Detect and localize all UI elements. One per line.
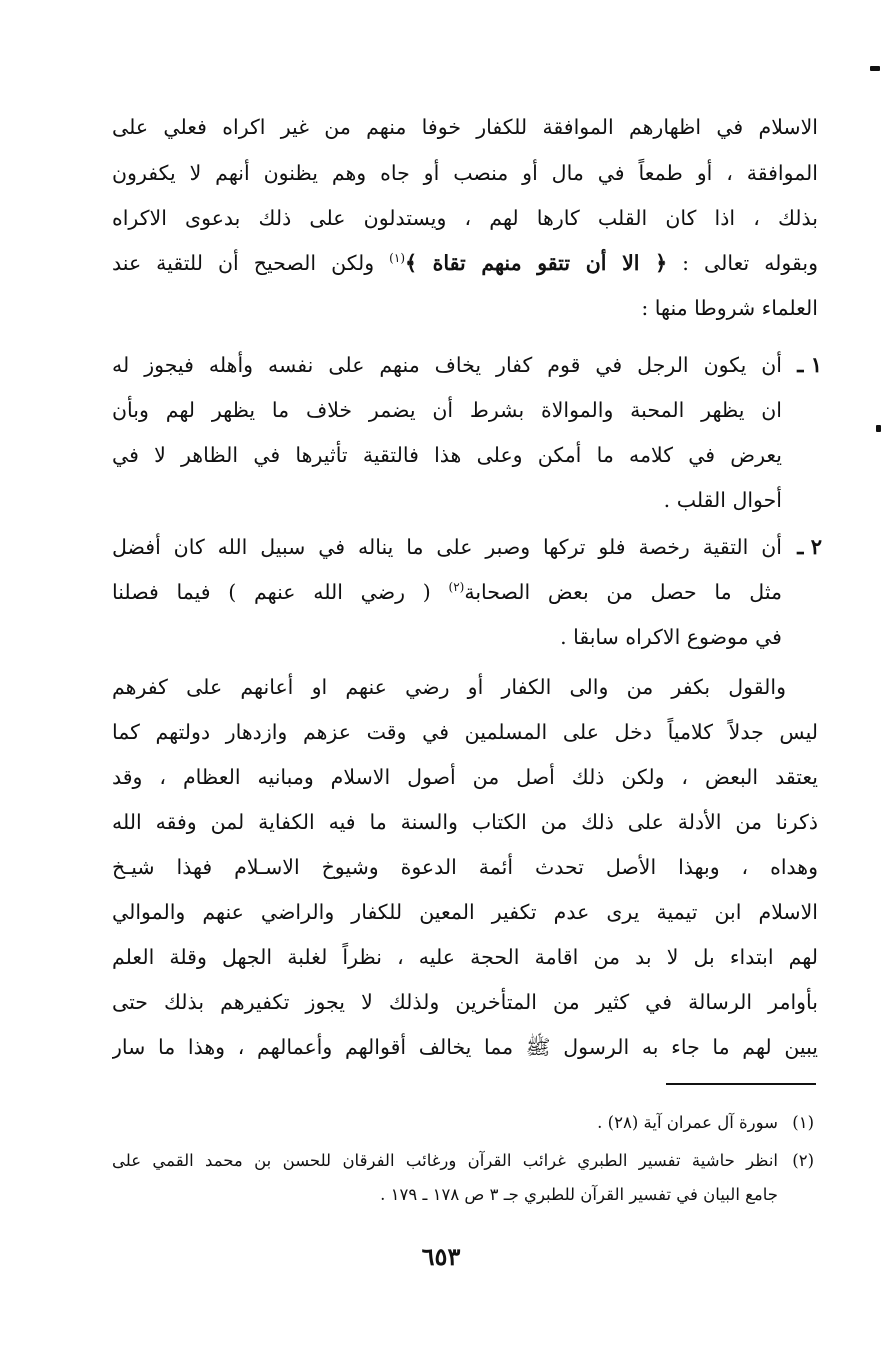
paragraph-line-9: يبين لهم ما جاء به الرسول ﷺ مما يخالف أقوالهم وأعمالهم ، وهذا ما سار [112,1035,818,1059]
paragraph-line-8: بأوامر الرسالة في كثير من المتأخرين ولذلك لا يجوز تكفيرهم بذلك حتى [112,990,818,1014]
quran-verse: ﴿ الا أن تتقو منهم تقاة ﴾ [405,251,668,275]
item-2-line-3: في موضوع الاكراه سابقا . [560,625,782,649]
paragraph-line-2: ليس جدلاً كلامياً دخل على المسلمين في وقت عزهم وازدهار دولتهم كما [112,720,818,744]
item-2-line-2-end: ( رضي الله عنهم ) فيما فصلنا [112,580,449,604]
item-1-line-1: أن يكون الرجل في قوم كفار يخاف منهم على نفسه وأهله فيجوز له [112,353,782,377]
item-2-line-2-start: مثل ما حصل من بعض الصحابة [464,580,782,604]
footnote-2-number: (٢) [792,1151,814,1170]
item-2-number: ٢ ـ [797,534,822,559]
footnote-separator [666,1083,816,1085]
footnote-ref-2[interactable]: (٢) [448,580,465,594]
footnote-1-text: سورة آل عمران آية (٢٨) . [597,1113,778,1132]
item-1-line-2: ان يظهر المحبة والموالاة بشرط أن يضمر خلاف ما يظهر لهم وبأن [112,398,782,422]
footnote-2-line-1: انظر حاشية تفسير الطبري غرائب القرآن ورغائب الفرقان للحسن بن محمد القمي على [112,1151,778,1170]
paragraph-line-4: ذكرنا من الأدلة على ذلك من الكتاب والسنة ما فيه الكفاية لمن وفقه الله [112,810,818,834]
item-1-number: ١ ـ [797,352,822,377]
intro-line-1: الاسلام في اظهارهم الموافقة للكفار خوفا منهم من غير اكراه فعلي على [112,115,818,139]
scan-mark-top [870,66,880,71]
intro-line-3: بذلك ، اذا كان القلب كارها لهم ، ويستدلون على ذلك بدعوى الاكراه [112,206,818,230]
item-1-line-4: أحوال القلب . [663,488,782,512]
intro-line-4-end: ولكن الصحيح أن للتقية عند [112,251,390,275]
scan-mark-dot [876,425,881,432]
item-2-line-1: أن التقية رخصة فلو تركها وصبر على ما يناله في سبيل الله كان أفضل [112,535,782,559]
paragraph-line-3: يعتقد البعض ، ولكن ذلك أصل من أصول الاسلام ومبانيه العظام ، وقد [112,765,818,789]
paragraph-line-5: وهداه ، وبهذا الأصل تحدث أئمة الدعوة وشيوخ الاسـلام فهذا شيـخ [112,855,818,879]
paragraph-line-7: لهم ابتداء بل لا بد من اقامة الحجة عليه ، نظراً لغلبة الجهل وقلة العلم [112,945,818,969]
footnote-1-number: (١) [792,1113,814,1132]
paragraph-line-1: والقول بكفر من والى الكفار أو رضي عنهم او أعانهم على كفرهم [112,675,786,699]
intro-line-2: الموافقة ، أو طمعاً في مال أو منصب أو جاه وهم يظنون أنهم لا يكفرون [112,161,818,185]
item-2-line-2 [112,575,782,615]
intro-line-4-start: وبقوله تعالى : [667,251,818,275]
footnote-2-line-2: جامع البيان في تفسير القرآن للطبري جـ ٣ ص ١٧٨ ـ ١٧٩ . [380,1185,778,1204]
footnote-ref-1[interactable]: (١) [389,251,405,265]
intro-line-4 [112,246,818,286]
item-1-line-3: يعرض في كلامه ما أمكن وعلى هذا فالتقية تأثيرها في الظاهر لا في [112,443,782,467]
page-number: ٦٥٣ [421,1242,461,1271]
intro-line-5: العلماء شروطا منها : [641,296,818,320]
paragraph-line-6: الاسلام ابن تيمية يرى عدم تكفير المعين للكفار والراضي عنهم والموالي [112,900,818,924]
